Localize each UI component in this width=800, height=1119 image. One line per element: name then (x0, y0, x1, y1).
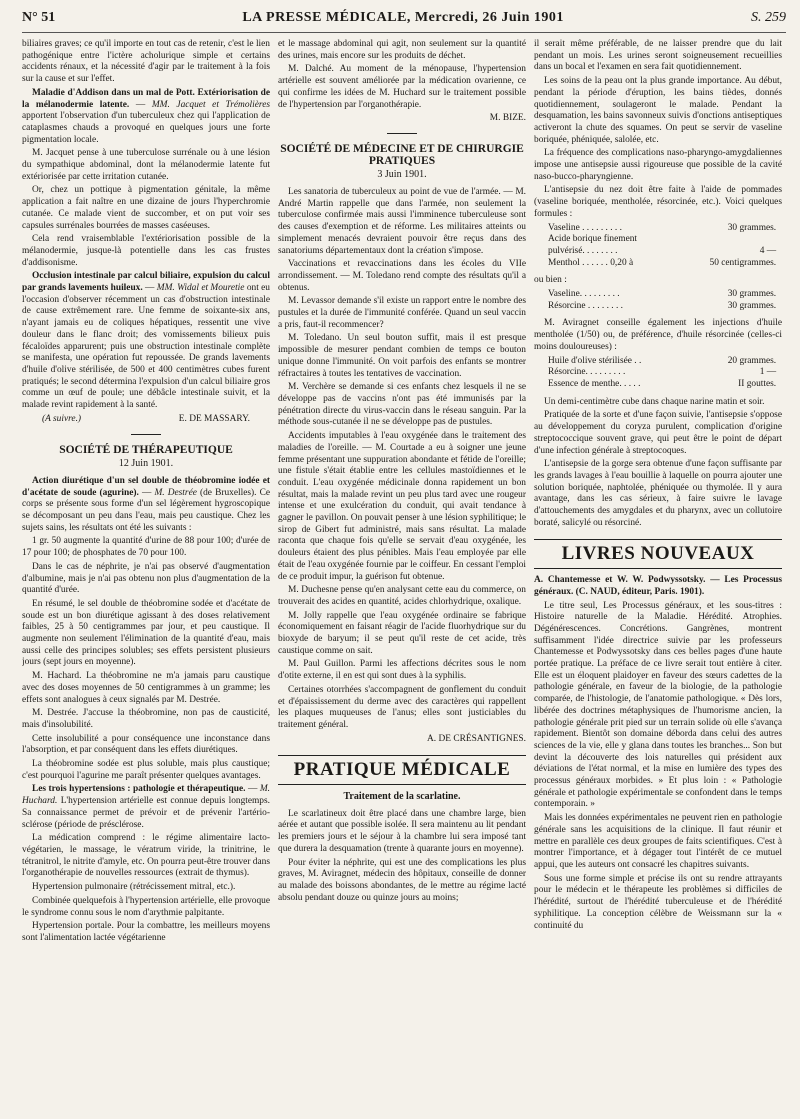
paragraph: La théobromine sodée est plus soluble, mais plus caustique; c'est pourquoi l'agurine me paraît présenter quelques avantages. (22, 759, 270, 781)
paragraph: M. Paul Guillon. Parmi les affections décrites sous le nom d'otite externe, il en est qui sont dues à la syphilis. (278, 659, 526, 682)
paragraph: Hypertension pulmonaire (rétrécissement mitral, etc.). (32, 882, 236, 893)
ingredient: Essence de menthe. . . . . (548, 378, 641, 389)
quantity: 20 grammes. (727, 355, 777, 366)
article-authors: M. Huchard. (22, 784, 270, 807)
section-date: 3 Juin 1901. (377, 169, 427, 181)
ingredient: Résorcine . . . . . . . . (548, 300, 623, 311)
paragraph: La médication comprend : le régime alimentaire lacto-végétarien, le massage, le vératrum viride, la trinitrine, le tétranitrol, le nitrite d'amyle, etc. On pourra peut-être trouver dans l'organothérapie de nouvelles ressources (extrait de thymus). (22, 833, 270, 879)
paragraph: M. Levassor demande s'il existe un rapport entre le nombre des pustules et la durée de l'immunité conférée. Quand un seul vaccin a pris, faut-il recommencer? (278, 296, 526, 330)
article-title: Action diurétique d'un sel double de théobromine iodée et d'acétate de soude (agurine). (22, 475, 270, 498)
quantity: 30 grammes. (727, 300, 777, 311)
paragraph: Le scarlatineux doit être placé dans une chambre large, bien aérée et autant que possible isolée. Il sera maintenu au lit pendant les premiers jours et le séjour à la chambre lui sera imposé tant que durera la desquamation (trente à quarante jours en moyenne). (278, 808, 526, 854)
article-heading: Maladie d'Addison dans un mal de Pott. Extériorisation de la mélanodermie latente. — MM. Jacquet et Trémolières apportent l'observation d'un tuberculeux chez qui l'application de cataplasmes chauds a provoqué en quelques jours une forte pigmentation locale. (22, 87, 270, 145)
article-heading: Action diurétique d'un sel double de théobromine iodée et d'acétate de soude (agurine). — M. Destrée (de Bruxelles). Ce corps se présente sous forme d'un sel légèrement hygroscopique se décomposant un peu dans l'eau, mais peu caustique. Chez les sujets sains, les résultats ont été les suivants : (22, 475, 270, 533)
column-1 (22, 39, 270, 1119)
formula-row (548, 356, 776, 368)
columns (22, 39, 786, 1119)
divider (387, 133, 417, 134)
formula-row (548, 234, 776, 246)
section-banner: PRATIQUE MÉDICALE (278, 755, 526, 785)
article-authors: MM. Widal et Mouretie (156, 283, 245, 294)
page-header (22, 10, 786, 33)
formula-row (548, 289, 776, 301)
paragraph: En résumé, le sel double de théobromine sodée et d'acétate de soude est un bon diurétique agissant à des doses relativement faibles, 25 à 50 centigrammes par jour, et peu caustique. Il augmente non seulement l'élimination de la quantité d'eau, mais aussi celle des principes solubles; ses effets persistent plusieurs jours (sept jours en moyenne). (22, 598, 270, 668)
paragraph: M. Toledano. Un seul bouton suffit, mais il est presque impossible de mesurer pendant combien de temps ce bouton unique donne l'immunité. On voit parfois des enfants se montrer réfractaires à toutes les tentatives de vaccination. (278, 333, 526, 379)
paragraph: Mais les données expérimentales ne peuvent rien en pathologie générale sans les acquisitions de la clinique. Il faut réunir et mettre en parallèle ces deux groupes de faits scientifiques. C'est à montrer l'importance, et à dégager tout l'intérêt de ce mutuel appui, que les auteurs ont consacré les chapitres suivants. (534, 813, 782, 870)
author-signature: M. BIZE. (489, 113, 526, 124)
paragraph: Or, chez un pottique à pigmentation génitale, la même application a fait naître en une dizaine de jours l'hyperchromie cutanée. Ce malade vient de succomber, et on put voir ses capsules surrénales bourrées de masses caséeuses. (22, 185, 270, 231)
paragraph: Pratiquée de la sorte et d'une façon suivie, l'antisepsie s'oppose au développement du coryza purulent, complication d'origine streptococcique souvent grave, qui peut être le point de départ d'une infection générale à streptocoques. (534, 410, 782, 456)
ingredient: Acide borique finement (548, 234, 638, 245)
section-date: 12 Juin 1901. (118, 458, 174, 470)
quantity: 30 grammes. (727, 289, 777, 300)
paragraph: Hypertension portale. Pour la combattre, les meilleurs moyens sont l'alimentation lactée végétarienne (22, 921, 270, 943)
paragraph: M. Jacquet pense à une tuberculose surrénale ou à une lésion du sympathique abdominal, dont la mélanodermie latente fut extériorisée par cette irritation cutanée. (22, 148, 270, 182)
page-number: S. 259 (750, 10, 786, 25)
signature-line (22, 414, 270, 426)
paragraph: L'antisepsie du nez doit être faite à l'aide de pommades (vaseline boriquée, mentholée, résorcinée, etc.). Voici quelques formules : (534, 185, 782, 219)
formula-row (548, 223, 776, 235)
paragraph: Accidents imputables à l'eau oxygénée dans le traitement des maladies de l'oreille. — M. Courtade a eu à soigner une jeune femme présentant une suppuration abondante et fétide de l'oreille; une fistule s'était établie entre les cellules mastoïdiennes et le conduit. L'eau oxygénée médicinale donna rapidement un bon résultat, mais la malade revint un peu plus tard avec une rougeur intense et une exulcération du conduit, qui avait tendance à gagner le pavillon. On pouvait penser à une lésion syphilitique; le sirop de Gibert fut administré, mais sans résultat. La malade raconta que chaque fois qu'elle se servait d'eau oxygénée, les douleurs étaient des plus pénibles. Mais l'eau employée par elle était de l'eau oxygénée fournie par le coiffeur. En cessant l'emploi de ce produit impur, la guérison fut obtenue. (278, 431, 526, 582)
paragraph: L'hypertension artérielle est connue depuis longtemps. Sa connaissance permet de prévoir et de prévenir l'artério-sclérose (période de présclérose. (22, 796, 270, 830)
paragraph: Sous une forme simple et précise ils ont su rendre attrayants pour le médecin et le thérapeute les problèmes si difficiles de l'hérédité, surtout de l'hérédité tuberculeuse et de l'hérédité syphilitique. La conception célèbre de Weissmann sur la « continuité du (534, 873, 782, 931)
author-signature: E. DE MASSARY. (178, 413, 250, 424)
paragraph: M. Hachard. La théobromine ne m'a jamais paru caustique avec des doses moyennes de 50 centigrammes à un gramme; les effets sont analogues à ceux signalés par M. Destrée. (22, 671, 270, 705)
ingredient: pulvérisé. . . . . . . . (548, 245, 618, 256)
paragraph: Certaines otorrhées s'accompagnent de gonflement du conduit et d'épaississement du derme avec des caractères qui rappellent les plaques muqueuses de l'anus; elles sont justiciables du traitement général. (278, 684, 526, 730)
article-heading: Occlusion intestinale par calcul biliaire, expulsion du calcul par grands lavements huileux. — MM. Widal et Mouretie ont eu l'occasion d'observer récemment un cas d'obstruction intestinale de cause extrêmement rare. Une femme de soixante-six ans, n'ayant jamais eu de coliques hépatiques, ressentit une vive douleur dans le flanc droit; des vomissements bilieux puis fécaloïdes apparurent; puis une obstruction intestinale complète se manifesta, une opération fut repoussée. De grands lavements d'huile d'olive stérilisée, de 500 et 400 centimètres cubes furent pratiqués; le second détermina l'expulsion d'un calcul biliaire gros comme un œuf de poule; une débâcle intestinale suivit, et la malade revint rapidement à la santé. (22, 271, 270, 411)
paragraph: Pour éviter la néphrite, qui est une des complications les plus graves, M. Aviragnet, médecin des hôpitaux, conseille de donner au malade des boissons abondantes, de le mettre au régime lacté absolu pendant douze ou quinze jours au moins; (278, 857, 526, 903)
quantity: 4 — (759, 245, 777, 256)
paragraph: M. Verchère se demande si ces enfants chez lesquels il ne se développe pas de vaccins n'ont pas été immunisés par la pénétration directe du virus-vaccin dans le réseau sanguin. Par la méthode sous-cutanée il ne se développe pas de pustules. (278, 382, 526, 428)
section-banner: LIVRES NOUVEAUX (534, 539, 782, 569)
formula-row (548, 301, 776, 313)
section-heading: SOCIÉTÉ DE MÉDECINE ET DE CHIRURGIE PRATIQUES (280, 142, 524, 167)
masthead-title: LA PRESSE MÉDICALE, Mercredi, 26 Juin 1901 (242, 10, 564, 25)
issue-number: N° 51 (22, 10, 56, 25)
book-heading: A. Chantemesse et W. W. Podwyssotsky. — Les Processus généraux. (C. NAUD, éditeur, Paris. 1901). (534, 575, 782, 597)
formula-table (548, 223, 776, 270)
ingredient: Vaseline. . . . . . . . . (548, 289, 620, 300)
paragraph: ont eu l'occasion d'observer récemment un cas d'obstruction intestinale de cause extrêmement rare. Une femme de soixante-six ans, n'ayant jamais eu de coliques hépatiques, ressentit une vive douleur dans le flanc droit; des vomissements bilieux puis fécaloïdes apparurent; puis une obstruction intestinale complète se manifesta, une opération fut repoussée. De grands lavements d'huile d'olive stérilisée, de 500 et 400 centimètres cubes furent pratiqués; le second détermina l'expulsion d'un calcul biliaire gros comme un œuf de poule; une débâcle intestinale suivit, et la malade revint rapidement à la santé. (22, 283, 270, 411)
paragraph: Combinée quelquefois à l'hypertension artérielle, elle provoque le syndrome connu sous le nom d'arythmie palpitante. (22, 895, 270, 918)
column-2 (278, 39, 526, 1119)
author-signature: A. DE CRÉSANTIGNES. (427, 733, 526, 744)
formula-table (548, 356, 776, 391)
paragraph: Un demi-centimètre cube dans chaque narine matin et soir. (544, 396, 765, 407)
paragraph: M. Aviragnet conseille également les injections d'huile mentholée (1/50) ou, de préférence, d'huile résorcinée (celles-ci moins douloureuses) : (534, 318, 782, 352)
paragraph: apportent l'observation d'un tuberculeux chez qui l'application de cataplasmes chauds a provoqué en quelques jours une forte pigmentation locale. (22, 111, 270, 145)
ingredient: Menthol . . . . . . 0,20 à (548, 257, 634, 268)
article-heading: Les trois hypertensions : pathologie et thérapeutique. — M. Huchard. L'hypertension artérielle est connue depuis longtemps. Sa connaissance permet de prévoir et de prévenir l'artério-sclérose (période de présclérose. (22, 784, 270, 830)
ingredient: Vaseline . . . . . . . . . (548, 222, 622, 233)
ingredient: Huile d'olive stérilisée . . (548, 355, 642, 366)
paragraph: M. Destrée. J'accuse la théobromine, non pas de causticité, mais d'insolubilité. (22, 708, 270, 730)
paragraph: 1 gr. 50 augmente la quantité d'urine de 88 pour 100; d'urée de 17 pour 100; de phosphates de 70 pour 100. (22, 536, 270, 559)
paragraph: Cela rend vraisemblable l'extériorisation possible de la mélanodermie, jusque-là potentielle dans les cas frustes d'addisonisme. (22, 234, 270, 268)
to-be-continued: (A suivre.) (42, 413, 82, 424)
formula-row (548, 367, 776, 379)
formula-row (548, 258, 776, 270)
quantity: II gouttes. (738, 378, 777, 389)
column-3 (534, 39, 782, 1119)
article-title: Maladie d'Addison dans un mal de Pott. Extériorisation de la mélanodermie latente. (22, 87, 270, 110)
paragraph: (de Bruxelles). Ce corps se présente sous forme d'un sel légèrement hygroscopique se décomposant un peu dans l'eau, mais peu caustique. Chez les sujets sains, les résultats ont été les suivants : (22, 487, 270, 533)
formula-row (548, 246, 776, 258)
paragraph: Dans le cas de néphrite, je n'ai pas observé d'augmentation d'albumine, mais je n'ai pas obtenu non plus d'augmentation de la quantité d'urée. (22, 561, 270, 596)
quantity: 50 centigrammes. (709, 257, 777, 268)
paragraph: Vaccinations et revaccinations dans les écoles du VIIe arrondissement. — M. Toledano rend compte des résultats qu'il a obtenus. (278, 259, 526, 293)
formula-table (548, 289, 776, 312)
quantity: 30 grammes. (727, 222, 777, 233)
quantity: 1 — (759, 367, 777, 378)
paragraph: Cette insolubilité a pour conséquence une inconstance dans l'absorption, et par conséquent dans les effets diurétiques. (22, 733, 270, 756)
paragraph: Les soins de la peau ont la plus grande importance. Au début, pendant la période d'éruption, les bains tièdes, donnés quotidiennement, soulageront le malade. Pendant la desquamation, les bains savonneux suivis d'onctions antiseptiques activeront la chute des squames. On peut se servir de vaseline boriquée, phéniquée, salolée, etc. (534, 76, 782, 145)
paragraph: ou bien : (534, 275, 567, 286)
paragraph: La fréquence des complications naso-pharyngo-amygdaliennes impose une antisepsie aussi rigoureuse que possible de la cavité naso-bucco-pharyngienne. (534, 148, 782, 182)
paragraph: L'antisepsie de la gorge sera obtenue d'une façon suffisante par les grands lavages à l'eau bouillie à laquelle on pourra ajouter une solution boriquée, naphtolée, phéniquée ou thymolée. Il y aura avantage, dans les cas sérieux, à faire suivre le lavage d'attouchements des amygdales et du pharynx, avec un collutoire boraté, salicylé ou résorciné. (534, 459, 782, 528)
paragraph: Les sanatoria de tuberculeux au point de vue de l'armée. — M. André Martin rappelle que dans l'armée, non seulement la tuberculose confirmée mais aussi l'imminence tuberculeuse sont des causes d'exemption et de réforme. Les militaires atteints ou simplement menacés devraient pouvoir être reçus dans des sanatoriums départementaux dont la création s'impose. (278, 187, 526, 256)
quantity (678, 234, 776, 246)
article-title: Traitement de la scarlatine. (343, 791, 461, 803)
ingredient: Résorcine. . . . . . . . . (548, 367, 626, 378)
paragraph: Le titre seul, Les Processus généraux, et les sous-titres : Histoire naturelle de la Maladie. Hérédité. Atrophies. Dégénérescences. Concrétions. Gangrènes, montrent suffisamment l'idée directrice suivie par les professeurs Chantemesse et Podwyssotsky dans ces belles pages d'une haute portée pratique. La préface de ce livre serait tout entière à citer. Elle est un éloquent plaidoyer en faveur des sœurs cadettes de la pathologie générale, en faveur de la biologie, de la pathologie comparée, de l'histologie, de l'anatomie pathologique. « Dès lors, libérée des doctrines métaphysiques de l'humorisme ancien, la pathologie générale prit pied sur un terrain solide où elle s'avança rapidement. Bientôt son domaine déborda dans celui des autres sciences de la vie, elle y glana dans toutes les branches... Son but devint la découverte des lois naturelles qui président aux déviations de l'état normal, et la mise en lumière des types des processus généraux morbides. » Et plus loin : « Pathologie générale et pathologie expérimentale se confondent dans le temps contemporain. » (534, 600, 782, 810)
paragraph: M. Jolly rappelle que l'eau oxygénée ordinaire se fabrique économiquement en faisant réagir de l'acide fluorhydrique sur du bioxyde de baryum; il se peut qu'il reste de cet acide, très caustique comme on sait. (278, 610, 526, 656)
formula-row (548, 379, 776, 391)
article-authors: M. Destrée (154, 487, 197, 498)
divider (131, 434, 161, 435)
paragraph: M. Dalché. Au moment de la ménopause, l'hypertension artérielle est souvent améliorée par la médication ovarienne, ce qui confirme les idées de M. Huchard sur le traitement possible de l'hypertension par l'organothérapie. (278, 64, 526, 110)
paragraph: biliaires graves; ce qu'il importe en tout cas de retenir, c'est le lien pathogénique entre l'ictère acholurique simple et certains accidents rénaux, et la nécessité d'agir par le traitement à la fois sur la cause et sur l'effet. (22, 39, 270, 85)
article-authors: MM. Jacquet et Trémolières (151, 99, 270, 110)
paragraph: il serait même préférable, de ne laisser prendre que du lait pendant un mois. Les urines seront soigneusement recueillies dans un bocal et l'examen en sera fait quotidiennement. (534, 39, 782, 73)
section-heading: SOCIÉTÉ DE THÉRAPEUTIQUE (59, 443, 233, 456)
article-title: Occlusion intestinale par calcul biliaire, expulsion du calcul par grands lavements huileux. (22, 271, 270, 294)
article-title: Les trois hypertensions : pathologie et thérapeutique. (32, 784, 246, 795)
paragraph: M. Duchesne pense qu'en analysant cette eau du commerce, on trouverait des acides en quantité, acides chlorhydrique, oxalique. (278, 585, 526, 607)
paragraph: et le massage abdominal qui agit, non seulement sur la quantité des urines, mais encore sur les produits de déchet. (278, 39, 526, 61)
